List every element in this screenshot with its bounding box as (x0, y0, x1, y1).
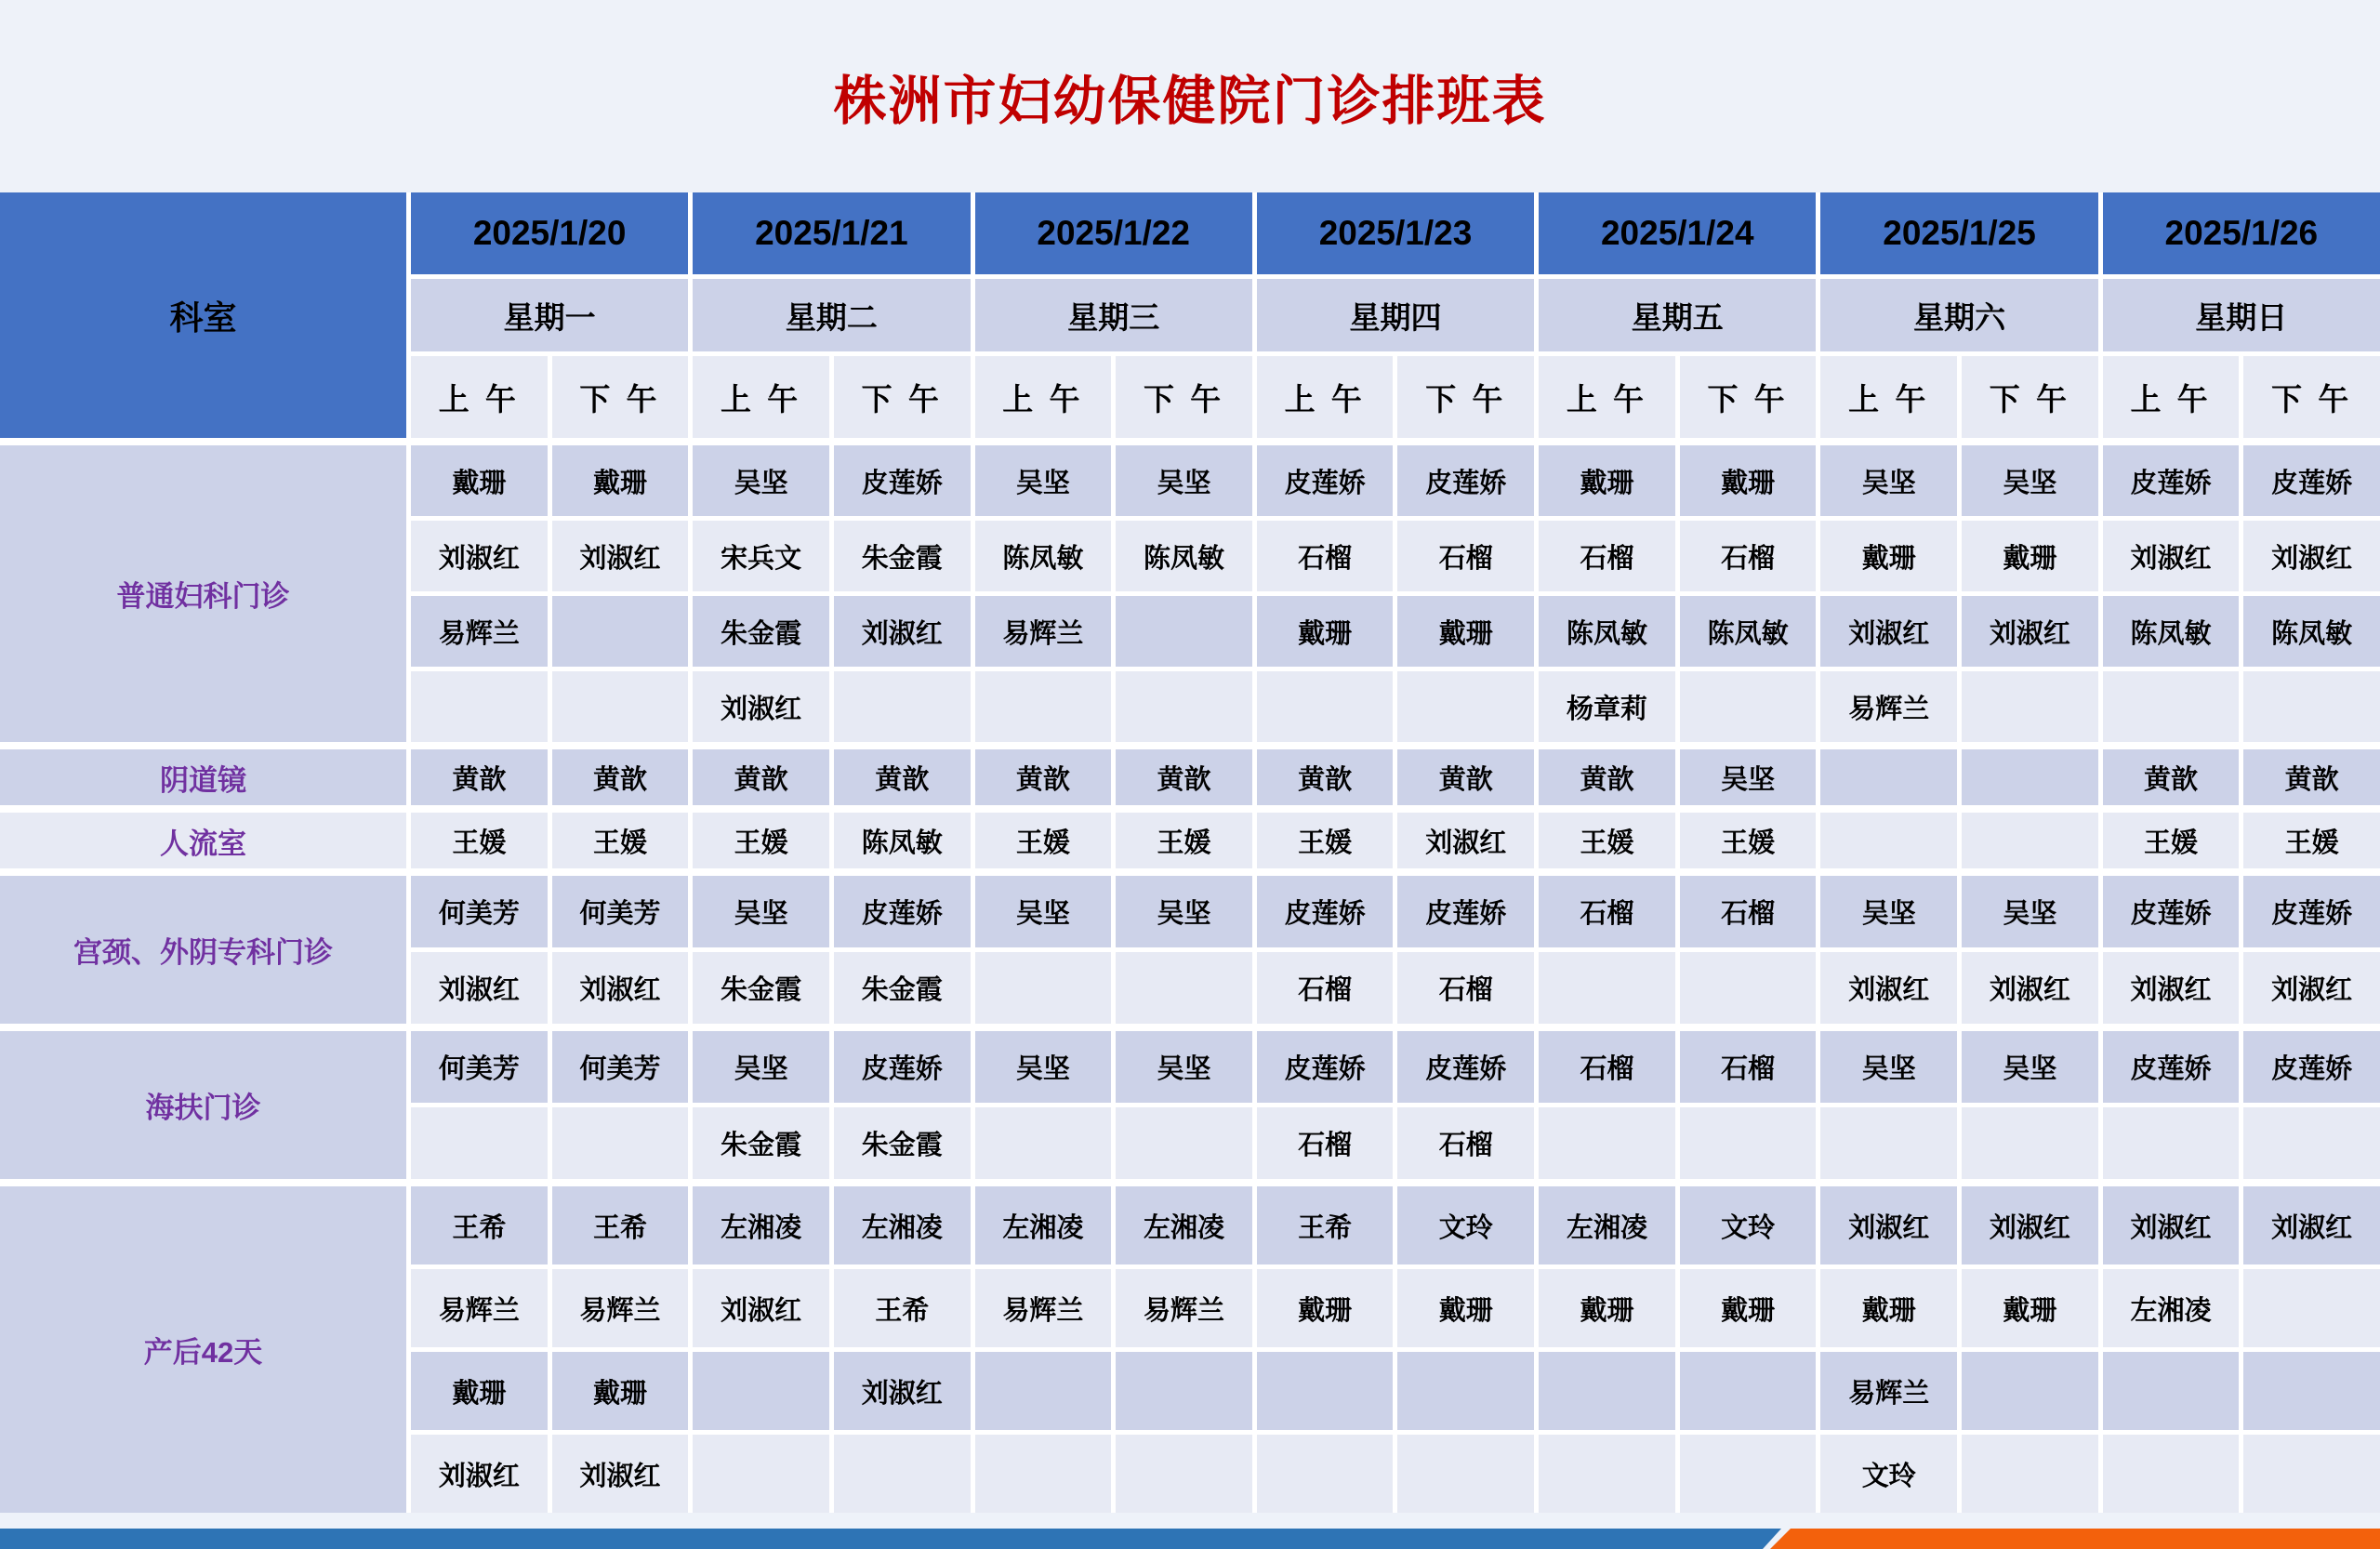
am-header-cell: 上 午 (975, 356, 1112, 438)
weekday-header-cell: 星期三 (975, 279, 1252, 351)
schedule-cell (552, 1107, 689, 1179)
schedule-cell: 皮莲娇 (2243, 876, 2380, 947)
weekday-header-cell: 星期二 (693, 279, 970, 351)
schedule-cell: 王媛 (1257, 813, 1394, 868)
schedule-cell: 戴珊 (411, 1352, 548, 1430)
schedule-cell: 石榴 (1397, 1107, 1534, 1179)
schedule-cell (1680, 1352, 1817, 1430)
schedule-cell (1680, 1435, 1817, 1513)
schedule-cell: 刘淑红 (552, 1435, 689, 1513)
schedule-cell: 王媛 (1680, 813, 1817, 868)
pm-header-cell: 下 午 (1962, 356, 2098, 438)
schedule-cell: 王媛 (975, 813, 1112, 868)
schedule-cell (552, 596, 689, 667)
schedule-cell: 石榴 (1680, 521, 1817, 591)
schedule-cell: 易辉兰 (975, 1269, 1112, 1347)
schedule-cell: 王媛 (693, 813, 829, 868)
schedule-cell (2103, 671, 2240, 742)
schedule-cell: 何美芳 (411, 1031, 548, 1103)
schedule-cell: 石榴 (1680, 1031, 1817, 1103)
schedule-cell: 朱金霞 (693, 596, 829, 667)
schedule-cell: 戴珊 (1539, 445, 1675, 516)
schedule-cell (1962, 1435, 2098, 1513)
schedule-cell: 皮莲娇 (2243, 1031, 2380, 1103)
schedule-cell: 左湘凌 (834, 1186, 971, 1264)
schedule-cell: 戴珊 (1257, 1269, 1394, 1347)
schedule-cell (1116, 1435, 1252, 1513)
page-title: 株洲市妇幼保健院门诊排班表 (833, 71, 1547, 131)
schedule-cell: 文玲 (1680, 1186, 1817, 1264)
pm-header-cell: 下 午 (1397, 356, 1534, 438)
department-label: 宫颈、外阴专科门诊 (0, 876, 406, 1024)
schedule-cell: 刘淑红 (1820, 596, 1957, 667)
schedule-cell: 石榴 (1257, 952, 1394, 1024)
schedule-cell: 刘淑红 (2243, 521, 2380, 591)
schedule-cell (975, 1435, 1112, 1513)
schedule-cell: 黄歆 (1116, 749, 1252, 805)
section-5 (0, 1186, 2380, 1513)
schedule-cell: 易辉兰 (1116, 1269, 1252, 1347)
schedule-cell: 皮莲娇 (2103, 445, 2240, 516)
schedule-cell: 何美芳 (552, 1031, 689, 1103)
schedule-cell (975, 952, 1112, 1024)
schedule-cell: 黄歆 (2103, 749, 2240, 805)
bottom-bar-orange-stripe (1770, 1529, 2380, 1549)
schedule-cell: 文玲 (1397, 1186, 1534, 1264)
schedule-cell: 吴坚 (1820, 445, 1957, 516)
bottom-decoration-bar (0, 1529, 2380, 1549)
schedule-cell (693, 1435, 829, 1513)
schedule-cell: 石榴 (1539, 521, 1675, 591)
schedule-cell: 王媛 (552, 813, 689, 868)
schedule-cell (2103, 1435, 2240, 1513)
schedule-cell: 王希 (411, 1186, 548, 1264)
schedule-cell: 皮莲娇 (1397, 876, 1534, 947)
schedule-cell: 刘淑红 (2103, 1186, 2240, 1264)
schedule-cell: 朱金霞 (693, 1107, 829, 1179)
section-0 (0, 445, 2380, 742)
schedule-cell: 刘淑红 (411, 1435, 548, 1513)
schedule-cell: 石榴 (1539, 876, 1675, 947)
schedule-cell (1820, 813, 1957, 868)
schedule-table (0, 192, 2380, 1513)
schedule-cell: 黄歆 (411, 749, 548, 805)
schedule-cell: 黄歆 (1397, 749, 1534, 805)
schedule-cell (1962, 1352, 2098, 1430)
schedule-cell (1397, 1352, 1534, 1430)
schedule-cell (1962, 1107, 2098, 1179)
schedule-cell: 戴珊 (1397, 596, 1534, 667)
date-header-cell: 2025/1/21 (693, 192, 970, 274)
section-4 (0, 1031, 2380, 1179)
bottom-bar-blue-stripe (0, 1529, 1781, 1549)
date-header-cell: 2025/1/20 (411, 192, 688, 274)
schedule-cell (1257, 671, 1394, 742)
schedule-cell: 刘淑红 (552, 952, 689, 1024)
schedule-cell (1680, 952, 1817, 1024)
date-header-cell: 2025/1/22 (975, 192, 1252, 274)
schedule-cell: 刘淑红 (411, 952, 548, 1024)
schedule-cell: 石榴 (1680, 876, 1817, 947)
schedule-cell: 刘淑红 (1962, 952, 2098, 1024)
schedule-cell (2103, 1352, 2240, 1430)
schedule-cell (1116, 1352, 1252, 1430)
schedule-cell: 刘淑红 (1962, 596, 2098, 667)
am-header-cell: 上 午 (1257, 356, 1394, 438)
schedule-cell: 易辉兰 (975, 596, 1112, 667)
schedule-cell (834, 671, 971, 742)
schedule-cell: 陈凤敏 (2243, 596, 2380, 667)
schedule-cell: 皮莲娇 (1397, 1031, 1534, 1103)
schedule-cell: 王媛 (411, 813, 548, 868)
pm-header-cell: 下 午 (834, 356, 971, 438)
schedule-cell: 陈凤敏 (1116, 521, 1252, 591)
schedule-cell: 刘淑红 (834, 596, 971, 667)
schedule-cell: 戴珊 (1820, 1269, 1957, 1347)
schedule-cell: 朱金霞 (834, 521, 971, 591)
schedule-cell: 戴珊 (1820, 521, 1957, 591)
schedule-cell: 何美芳 (411, 876, 548, 947)
schedule-cell (975, 671, 1112, 742)
schedule-cell: 皮莲娇 (834, 1031, 971, 1103)
schedule-cell: 黄歆 (552, 749, 689, 805)
schedule-cell: 陈凤敏 (1680, 596, 1817, 667)
schedule-cell: 吴坚 (693, 445, 829, 516)
schedule-cell (1539, 1435, 1675, 1513)
schedule-cell (1539, 1352, 1675, 1430)
schedule-cell: 黄歆 (693, 749, 829, 805)
schedule-cell: 左湘凌 (693, 1186, 829, 1264)
schedule-cell: 朱金霞 (834, 952, 971, 1024)
schedule-cell: 皮莲娇 (1257, 445, 1394, 516)
weekday-header-cell: 星期六 (1820, 279, 2097, 351)
schedule-cell: 戴珊 (552, 1352, 689, 1430)
schedule-cell: 刘淑红 (2243, 952, 2380, 1024)
schedule-cell: 王媛 (2243, 813, 2380, 868)
department-label: 阴道镜 (0, 749, 406, 805)
schedule-cell: 易辉兰 (411, 1269, 548, 1347)
schedule-cell (1397, 1435, 1534, 1513)
schedule-cell (975, 1107, 1112, 1179)
schedule-cell: 王媛 (2103, 813, 2240, 868)
schedule-cell: 王希 (834, 1269, 971, 1347)
department-label: 人流室 (0, 813, 406, 868)
schedule-cell: 易辉兰 (411, 596, 548, 667)
schedule-cell: 皮莲娇 (2103, 876, 2240, 947)
pm-header-cell: 下 午 (1116, 356, 1252, 438)
schedule-cell: 戴珊 (1680, 1269, 1817, 1347)
date-header-cell: 2025/1/24 (1539, 192, 1816, 274)
date-header-cell: 2025/1/25 (1820, 192, 2097, 274)
schedule-cell: 刘淑红 (1397, 813, 1534, 868)
schedule-cell: 刘淑红 (834, 1352, 971, 1430)
schedule-cell: 石榴 (1397, 952, 1534, 1024)
schedule-cell: 左湘凌 (1539, 1186, 1675, 1264)
am-header-cell: 上 午 (411, 356, 548, 438)
schedule-cell: 陈凤敏 (834, 813, 971, 868)
section-3 (0, 876, 2380, 1024)
schedule-cell: 戴珊 (1257, 596, 1394, 667)
schedule-cell: 左湘凌 (2103, 1269, 2240, 1347)
schedule-cell: 戴珊 (1680, 445, 1817, 516)
department-label: 普通妇科门诊 (0, 445, 406, 742)
schedule-cell (975, 1352, 1112, 1430)
schedule-cell: 王媛 (1116, 813, 1252, 868)
schedule-cell (1962, 671, 2098, 742)
schedule-cell (411, 1107, 548, 1179)
schedule-cell (1820, 749, 1957, 805)
schedule-cell: 黄歆 (834, 749, 971, 805)
schedule-cell: 王媛 (1539, 813, 1675, 868)
schedule-cell: 吴坚 (1116, 876, 1252, 947)
schedule-cell: 戴珊 (1397, 1269, 1534, 1347)
schedule-cell: 戴珊 (1962, 1269, 2098, 1347)
schedule-cell: 吴坚 (975, 1031, 1112, 1103)
schedule-cell: 何美芳 (552, 876, 689, 947)
schedule-cell: 刘淑红 (2103, 521, 2240, 591)
pm-header-cell: 下 午 (552, 356, 689, 438)
schedule-cell: 皮莲娇 (1257, 1031, 1394, 1103)
schedule-cell: 皮莲娇 (834, 445, 971, 516)
schedule-cell: 陈凤敏 (2103, 596, 2240, 667)
schedule-cell (2103, 1107, 2240, 1179)
am-header-cell: 上 午 (693, 356, 829, 438)
schedule-cell (1680, 1107, 1817, 1179)
schedule-cell: 刘淑红 (1820, 952, 1957, 1024)
schedule-cell (1680, 671, 1817, 742)
schedule-cell: 吴坚 (1962, 876, 2098, 947)
schedule-cell: 吴坚 (975, 445, 1112, 516)
schedule-cell: 皮莲娇 (1397, 445, 1534, 516)
schedule-cell: 黄歆 (1539, 749, 1675, 805)
schedule-cell (1539, 1107, 1675, 1179)
department-label: 海扶门诊 (0, 1031, 406, 1179)
dept-column-header: 科室 (0, 192, 406, 438)
schedule-cell (2243, 1269, 2380, 1347)
schedule-cell: 刘淑红 (693, 1269, 829, 1347)
schedule-cell: 刘淑红 (411, 521, 548, 591)
schedule-cell (2243, 1352, 2380, 1430)
schedule-cell: 陈凤敏 (1539, 596, 1675, 667)
schedule-cell: 左湘凌 (975, 1186, 1112, 1264)
schedule-cell: 左湘凌 (1116, 1186, 1252, 1264)
schedule-cell: 宋兵文 (693, 521, 829, 591)
department-label: 产后42天 (0, 1186, 406, 1513)
schedule-cell: 吴坚 (1820, 876, 1957, 947)
schedule-cell: 石榴 (1257, 521, 1394, 591)
schedule-cell: 黄歆 (975, 749, 1112, 805)
schedule-cell (1257, 1352, 1394, 1430)
schedule-cell: 刘淑红 (1962, 1186, 2098, 1264)
schedule-cell: 吴坚 (1962, 445, 2098, 516)
schedule-cell: 吴坚 (693, 1031, 829, 1103)
schedule-cell: 黄歆 (1257, 749, 1394, 805)
schedule-cell (411, 671, 548, 742)
schedule-cell (2243, 1435, 2380, 1513)
schedule-cell: 文玲 (1820, 1435, 1957, 1513)
pm-header-cell: 下 午 (1680, 356, 1817, 438)
am-header-cell: 上 午 (1539, 356, 1675, 438)
schedule-cell: 陈凤敏 (975, 521, 1112, 591)
schedule-cell (1116, 952, 1252, 1024)
schedule-cell: 吴坚 (1820, 1031, 1957, 1103)
schedule-cell: 戴珊 (411, 445, 548, 516)
schedule-cell: 戴珊 (552, 445, 689, 516)
schedule-cell: 皮莲娇 (834, 876, 971, 947)
schedule-cell (1962, 813, 2098, 868)
schedule-cell: 刘淑红 (2103, 952, 2240, 1024)
am-header-cell: 上 午 (2103, 356, 2240, 438)
schedule-cell (1257, 1435, 1394, 1513)
table-header (0, 192, 2380, 438)
schedule-cell: 刘淑红 (552, 521, 689, 591)
schedule-cell (2243, 671, 2380, 742)
schedule-cell (1116, 1107, 1252, 1179)
schedule-cell (1962, 749, 2098, 805)
am-header-cell: 上 午 (1820, 356, 1957, 438)
schedule-cell: 吴坚 (1962, 1031, 2098, 1103)
schedule-cell (2243, 1107, 2380, 1179)
schedule-cell (834, 1435, 971, 1513)
weekday-header-cell: 星期五 (1539, 279, 1816, 351)
date-header-cell: 2025/1/23 (1257, 192, 1534, 274)
schedule-cell: 戴珊 (1962, 521, 2098, 591)
schedule-cell: 刘淑红 (1820, 1186, 1957, 1264)
schedule-cell (693, 1352, 829, 1430)
schedule-cell (1397, 671, 1534, 742)
section-1 (0, 749, 2380, 805)
schedule-cell: 易辉兰 (1820, 1352, 1957, 1430)
schedule-cell: 吴坚 (975, 876, 1112, 947)
schedule-cell: 戴珊 (1539, 1269, 1675, 1347)
schedule-cell: 朱金霞 (693, 952, 829, 1024)
weekday-header-cell: 星期一 (411, 279, 688, 351)
schedule-cell: 吴坚 (693, 876, 829, 947)
schedule-cell: 皮莲娇 (1257, 876, 1394, 947)
schedule-cell (1116, 671, 1252, 742)
weekday-header-cell: 星期四 (1257, 279, 1534, 351)
schedule-cell: 吴坚 (1680, 749, 1817, 805)
schedule-cell: 杨章莉 (1539, 671, 1675, 742)
schedule-cell: 刘淑红 (2243, 1186, 2380, 1264)
section-2 (0, 813, 2380, 868)
schedule-cell (1820, 1107, 1957, 1179)
schedule-cell: 皮莲娇 (2103, 1031, 2240, 1103)
schedule-cell: 刘淑红 (693, 671, 829, 742)
schedule-cell (1116, 596, 1252, 667)
date-header-cell: 2025/1/26 (2103, 192, 2380, 274)
schedule-cell: 王希 (552, 1186, 689, 1264)
schedule-cell: 易辉兰 (1820, 671, 1957, 742)
schedule-cell: 吴坚 (1116, 1031, 1252, 1103)
schedule-cell (1539, 952, 1675, 1024)
pm-header-cell: 下 午 (2243, 356, 2380, 438)
schedule-cell: 石榴 (1257, 1107, 1394, 1179)
schedule-cell: 皮莲娇 (2243, 445, 2380, 516)
page-header (0, 0, 2380, 192)
schedule-cell: 朱金霞 (834, 1107, 971, 1179)
schedule-cell: 石榴 (1397, 521, 1534, 591)
schedule-cell: 石榴 (1539, 1031, 1675, 1103)
schedule-cell: 王希 (1257, 1186, 1394, 1264)
weekday-header-cell: 星期日 (2103, 279, 2380, 351)
schedule-cell: 吴坚 (1116, 445, 1252, 516)
schedule-cell: 黄歆 (2243, 749, 2380, 805)
schedule-cell (552, 671, 689, 742)
schedule-cell: 易辉兰 (552, 1269, 689, 1347)
